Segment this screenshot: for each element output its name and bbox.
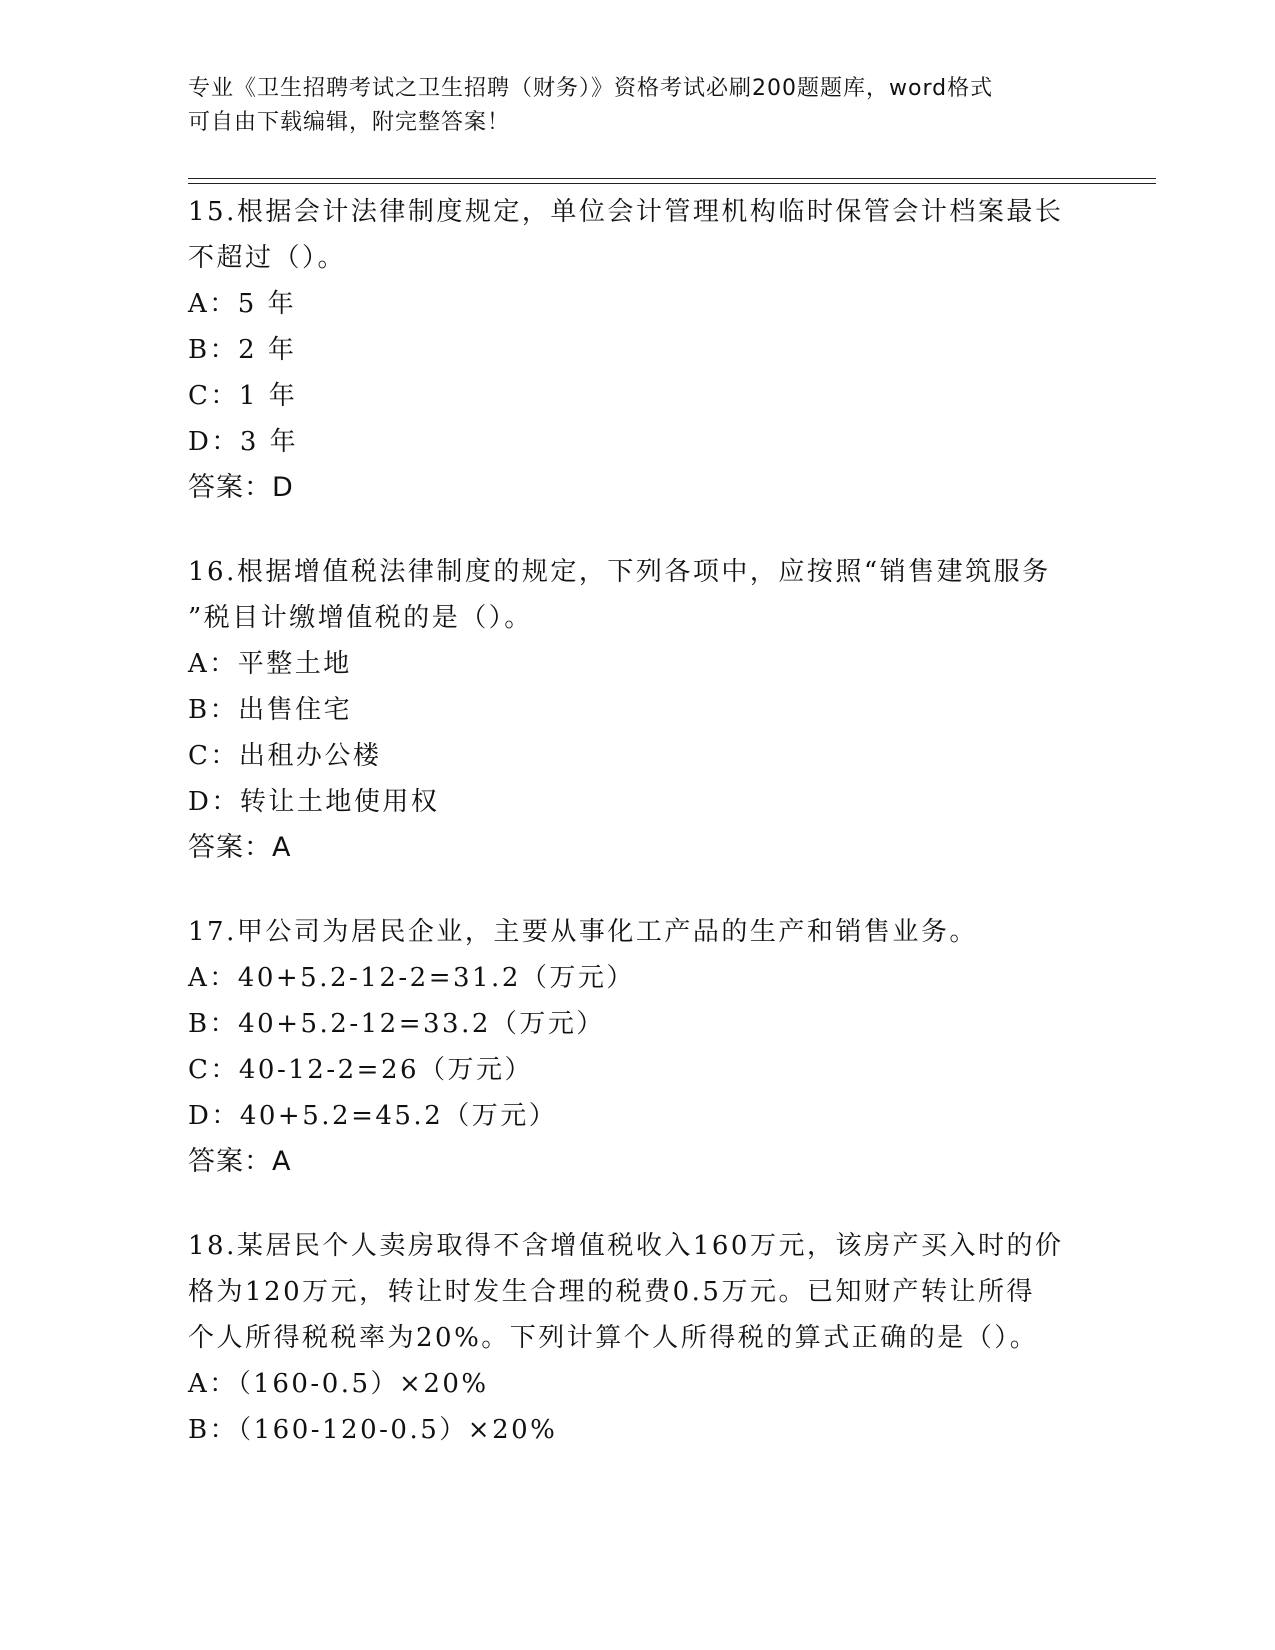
question-block bbox=[188, 1223, 1088, 1453]
answer-option: A：40+5.2-12-2=31.2（万元） bbox=[188, 963, 635, 993]
answer-option: A：5 年 bbox=[188, 289, 297, 319]
question-list bbox=[188, 189, 1088, 1491]
question-block bbox=[188, 189, 1088, 511]
answer-option: A：平整土地 bbox=[188, 649, 352, 679]
answer-option: B：2 年 bbox=[188, 335, 297, 365]
question-block bbox=[188, 549, 1088, 871]
answer-option: C：40-12-2=26（万元） bbox=[188, 1055, 534, 1085]
answer-option: B：（160-120-0.5）×20% bbox=[188, 1415, 558, 1445]
question-stem-line: 15.根据会计法律制度规定，单位会计管理机构临时保管会计档案最长 bbox=[188, 197, 1064, 227]
header-divider-bottom bbox=[188, 183, 1156, 184]
answer-key: 答案：A bbox=[188, 1146, 292, 1177]
answer-option: C：出租办公楼 bbox=[188, 741, 382, 771]
answer-option: D：转让土地使用权 bbox=[188, 787, 440, 817]
answer-option: B：40+5.2-12=33.2（万元） bbox=[188, 1009, 605, 1039]
question-stem-line: ”税目计缴增值税的是（）。 bbox=[188, 603, 533, 633]
question-stem-line: 不超过（）。 bbox=[188, 243, 347, 273]
answer-key: 答案：D bbox=[188, 472, 294, 503]
question-stem-line: 格为120万元，转让时发生合理的税费0.5万元。已知财产转让所得 bbox=[188, 1277, 1035, 1307]
question-stem-line: 17.甲公司为居民企业，主要从事化工产品的生产和销售业务。 bbox=[188, 917, 978, 947]
question-stem-line: 18.某居民个人卖房取得不含增值税收入160万元，该房产买入时的价 bbox=[188, 1231, 1064, 1261]
answer-option: D：40+5.2=45.2（万元） bbox=[188, 1101, 558, 1131]
question-block bbox=[188, 909, 1088, 1185]
answer-option: B：出售住宅 bbox=[188, 695, 353, 725]
header-line-2: 可自由下载编辑，附完整答案！ bbox=[188, 110, 511, 135]
answer-option: C：1 年 bbox=[188, 381, 298, 411]
document-header bbox=[188, 72, 1088, 140]
question-stem-line: 个人所得税税率为20%。下列计算个人所得税的算式正确的是（）。 bbox=[188, 1323, 1039, 1353]
question-stem-line: 16.根据增值税法律制度的规定，下列各项中，应按照“销售建筑服务 bbox=[188, 557, 1051, 587]
answer-option: D：3 年 bbox=[188, 427, 299, 457]
header-divider-top bbox=[188, 178, 1156, 179]
answer-key: 答案：A bbox=[188, 832, 292, 863]
header-line-1: 专业《卫生招聘考试之卫生招聘（财务）》资格考试必刷200题题库，word格式 bbox=[188, 76, 994, 101]
answer-option: A：（160-0.5）×20% bbox=[188, 1369, 489, 1399]
